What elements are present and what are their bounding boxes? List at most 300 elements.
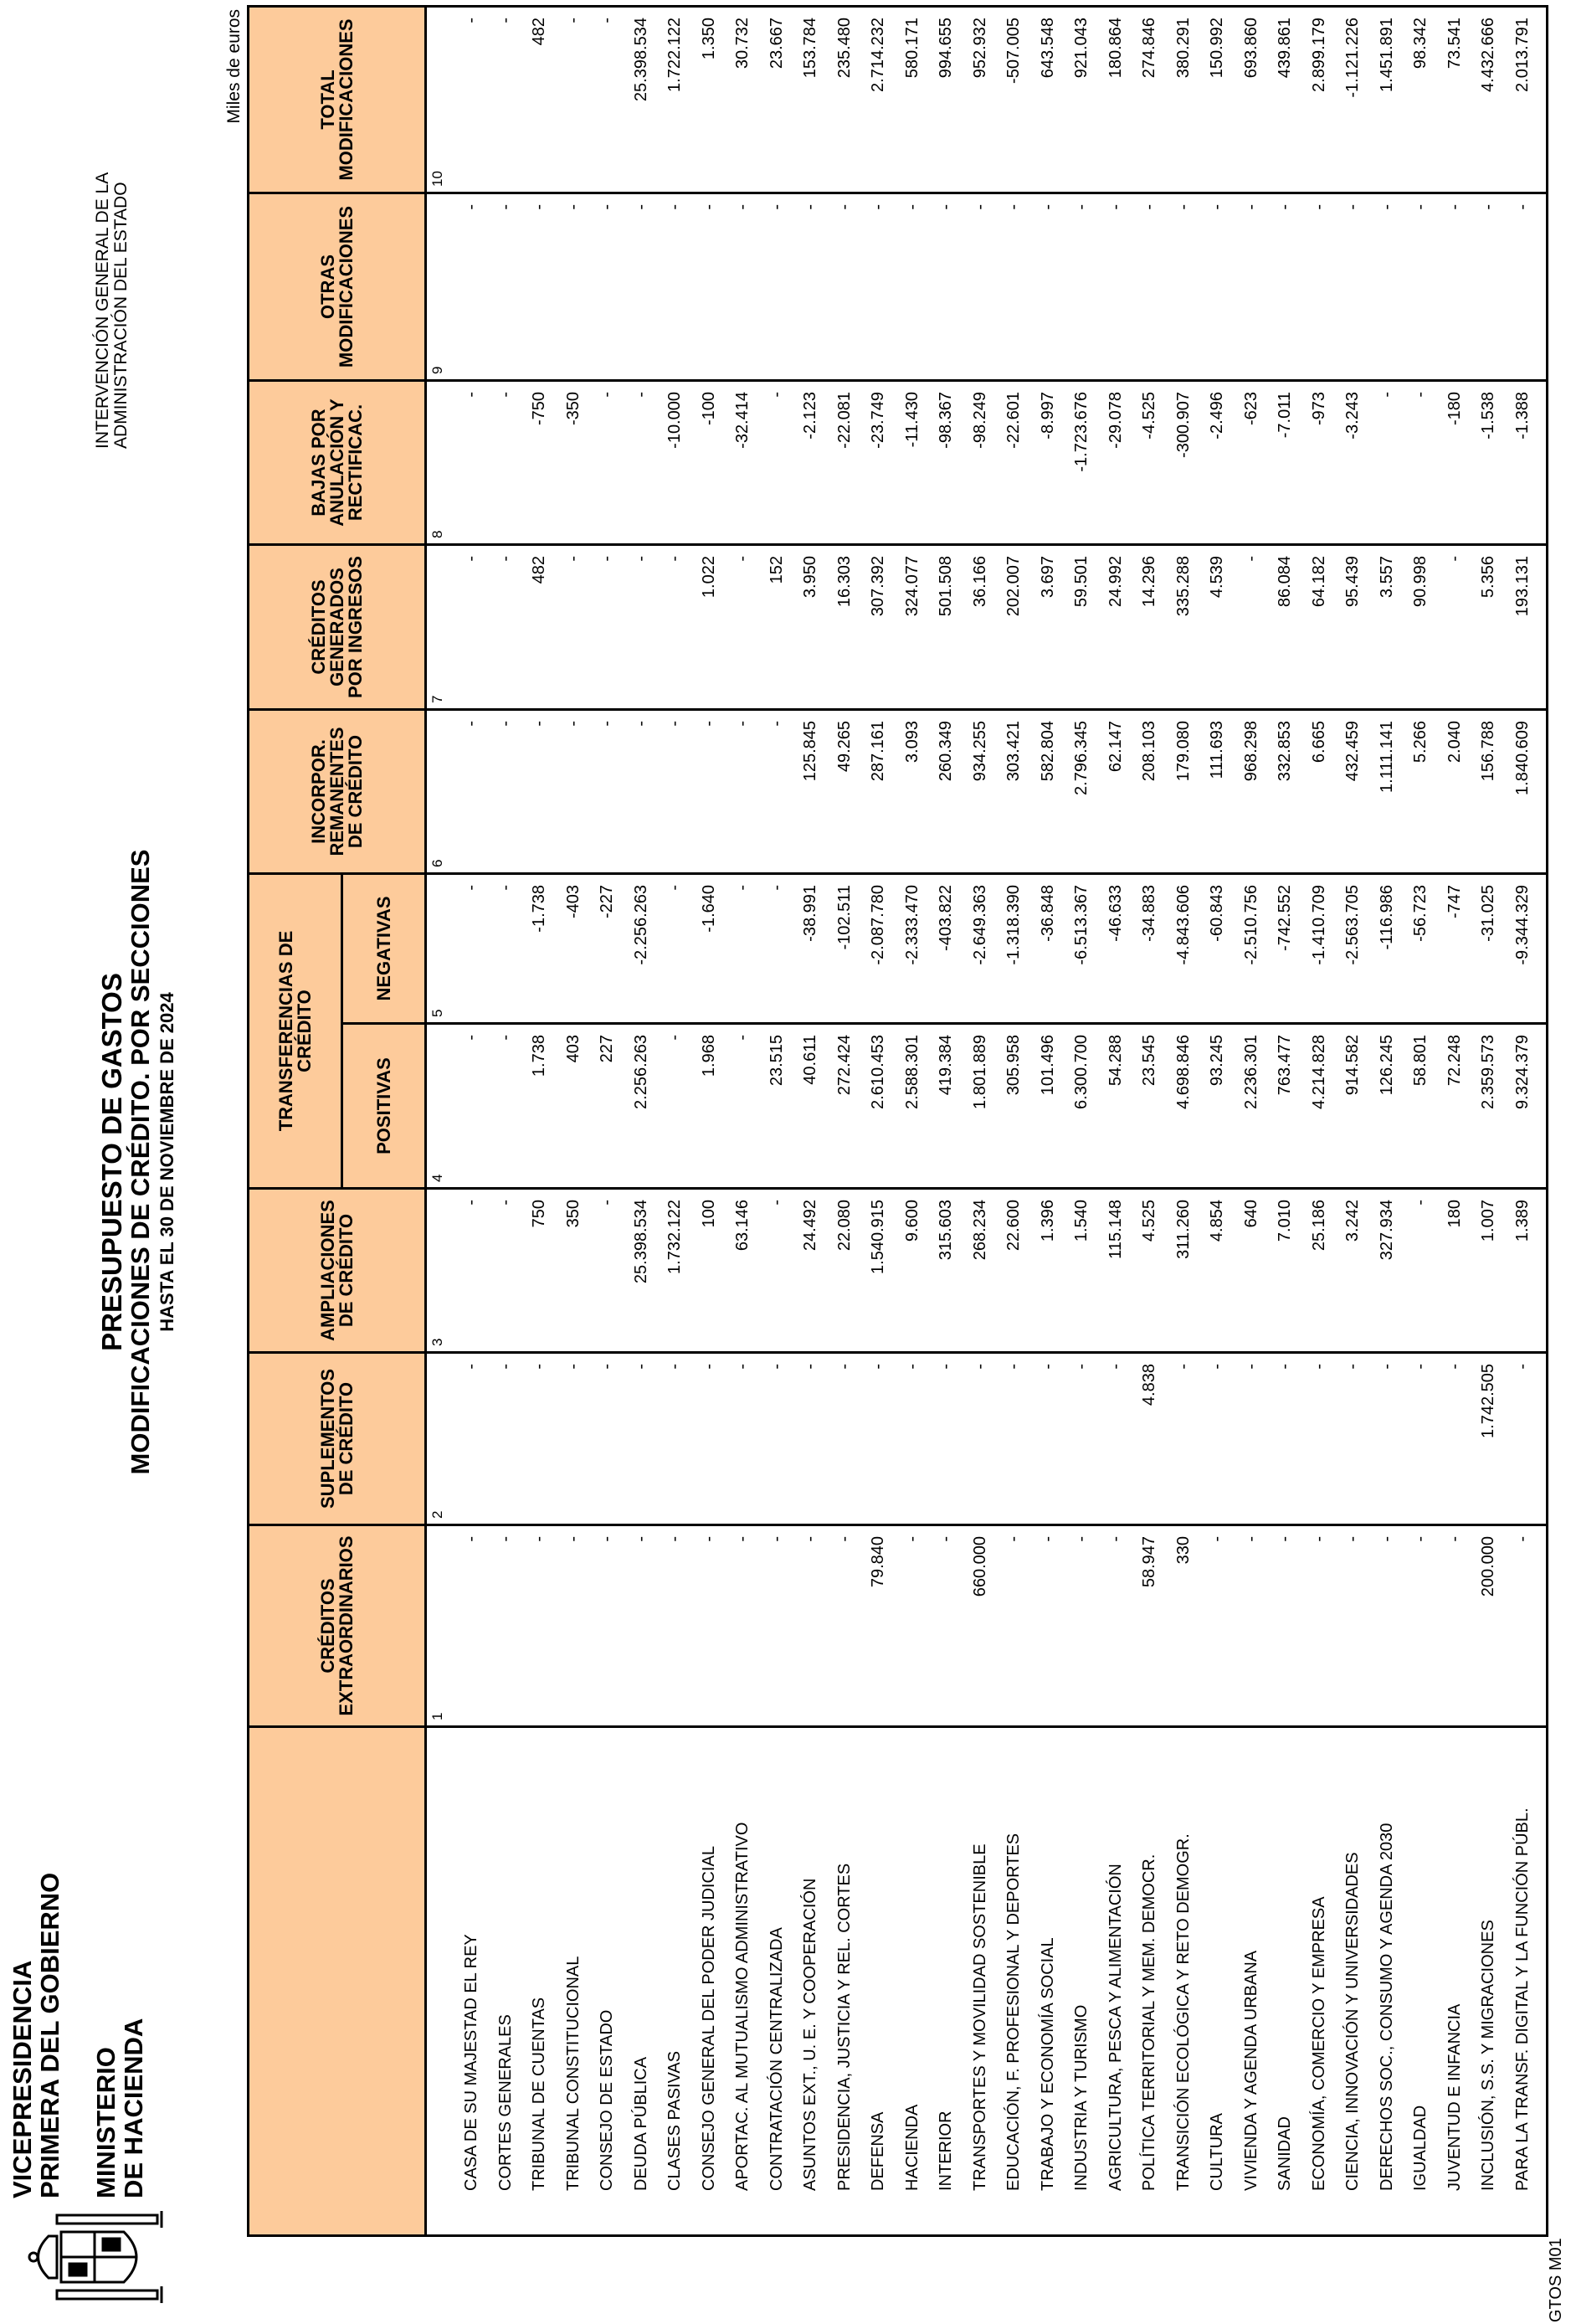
cell-value: - — [1370, 1353, 1404, 1525]
header-section — [249, 1727, 426, 2236]
cell-value: 994.655 — [929, 7, 963, 193]
cell-value: - — [929, 1353, 963, 1525]
cell-value: 115.148 — [1099, 1189, 1133, 1353]
cell-value: 330 — [1167, 1525, 1201, 1727]
section-label: CONTRATACIÓN CENTRALIZADA — [760, 1727, 794, 2236]
table-row — [454, 7, 489, 2236]
cell-value: 350 — [557, 1189, 591, 1353]
cell-value: - — [1370, 1525, 1404, 1727]
cell-value: - — [489, 710, 523, 874]
section-label: HACIENDA — [896, 1727, 930, 2236]
column-number: 2 — [426, 1353, 455, 1525]
section-label: CONSEJO GENERAL DEL PODER JUDICIAL — [692, 1727, 726, 2236]
cell-value: - — [454, 1189, 489, 1353]
cell-value: -11.430 — [896, 381, 930, 545]
section-label: PARA LA TRANSF. DIGITAL Y LA FUNCIÓN PÚBL. — [1506, 1727, 1540, 2236]
cell-value: 763.477 — [1268, 1024, 1302, 1189]
table-row — [1167, 7, 1201, 2236]
cell-value: -300.907 — [1167, 381, 1201, 545]
section-label: ECONOMÍA, COMERCIO Y EMPRESA — [1302, 1727, 1337, 2236]
agency-line-1: INTERVENCIÓN GENERAL DE LA — [93, 172, 112, 449]
cell-value: 22.080 — [828, 1189, 862, 1353]
cell-value: - — [1200, 1525, 1235, 1727]
cell-value: - — [760, 1525, 794, 1727]
org-line-2: PRIMERA DEL GOBIERNO — [35, 1872, 64, 2198]
section-label: INTERIOR — [929, 1727, 963, 2236]
cell-value: - — [726, 1353, 760, 1525]
cell-value: 1.742.505 — [1471, 1353, 1506, 1525]
cell-value: 23.545 — [1132, 1024, 1167, 1189]
cell-value: 260.349 — [929, 710, 963, 874]
cell-value: -9.344.329 — [1506, 874, 1540, 1024]
cell-value: - — [454, 1024, 489, 1189]
cell-value: - — [726, 545, 760, 710]
column-number: 1 — [426, 1525, 455, 1727]
agency-line-2: ADMINISTRACIÓN DEL ESTADO — [111, 182, 131, 449]
header-incorporaciones: INCORPOR. REMANENTES DE CRÉDITO — [249, 710, 426, 874]
cell-value: - — [896, 1353, 930, 1525]
cell-value: - — [1302, 1525, 1337, 1727]
cell-value: 6.300.700 — [1065, 1024, 1099, 1189]
cell-value: - — [1404, 1189, 1438, 1353]
cell-value: 1.840.609 — [1506, 710, 1540, 874]
cell-value: -22.601 — [997, 381, 1031, 545]
table-row — [1302, 7, 1337, 2236]
cell-value: - — [454, 193, 489, 381]
cell-value: - — [1438, 1353, 1472, 1525]
cell-value: 25.398.534 — [624, 7, 659, 193]
cell-value: 200.000 — [1471, 1525, 1506, 1727]
cell-value: - — [1404, 193, 1438, 381]
cell-value: -2.510.756 — [1235, 874, 1269, 1024]
cell-value: 4.432.666 — [1471, 7, 1506, 193]
cell-value: -34.883 — [1132, 874, 1167, 1024]
cell-value: - — [489, 1024, 523, 1189]
cell-value: -973 — [1302, 381, 1337, 545]
cell-value: - — [963, 193, 998, 381]
cell-value: 156.788 — [1471, 710, 1506, 874]
cell-value: -403.822 — [929, 874, 963, 1024]
cell-value: 4.539 — [1200, 545, 1235, 710]
cell-value: 1.389 — [1506, 1189, 1540, 1353]
cell-value: - — [557, 545, 591, 710]
cell-value: 227 — [590, 1024, 624, 1189]
section-label: CASA DE SU MAJESTAD EL REY — [454, 1727, 489, 2236]
cell-value: -750 — [522, 381, 557, 545]
section-label: INCLUSIÓN, S.S. Y MIGRACIONES — [1471, 1727, 1506, 2236]
section-label: INDUSTRIA Y TURISMO — [1065, 1727, 1099, 2236]
cell-value: 95.439 — [1336, 545, 1370, 710]
table-row — [963, 7, 998, 2236]
cell-value: - — [590, 193, 624, 381]
cell-value: 2.359.573 — [1471, 1024, 1506, 1189]
cell-value: - — [1200, 1353, 1235, 1525]
cell-value: 2.256.263 — [624, 1024, 659, 1189]
page-subtitle: MODIFICACIONES DE CRÉDITO. POR SECCIONES — [126, 849, 155, 1475]
cell-value: 193.131 — [1506, 545, 1540, 710]
cell-value: - — [624, 193, 659, 381]
table-row — [590, 7, 624, 2236]
cell-value: - — [1132, 193, 1167, 381]
cell-value: -23.749 — [861, 381, 896, 545]
cell-value: - — [590, 710, 624, 874]
cell-value: -2.123 — [793, 381, 828, 545]
cell-value: 1.732.122 — [658, 1189, 692, 1353]
cell-value: - — [522, 193, 557, 381]
table-bottom-padding — [1539, 7, 1548, 2236]
cell-value: - — [1235, 1525, 1269, 1727]
cell-value: - — [557, 710, 591, 874]
section-label: TRABAJO Y ECONOMÍA SOCIAL — [1031, 1727, 1065, 2236]
cell-value: 62.147 — [1099, 710, 1133, 874]
section-label: CLASES PASIVAS — [658, 1727, 692, 2236]
section-label: PRESIDENCIA, JUSTICIA Y REL. CORTES — [828, 1727, 862, 2236]
cell-value: 5.266 — [1404, 710, 1438, 874]
section-label: CULTURA — [1200, 1727, 1235, 2236]
cell-value: 1.968 — [692, 1024, 726, 1189]
cell-value: -403 — [557, 874, 591, 1024]
cell-value: - — [658, 874, 692, 1024]
section-label: DEUDA PÚBLICA — [624, 1727, 659, 2236]
cell-value: - — [454, 545, 489, 710]
header-positivas: POSITIVAS — [342, 1024, 426, 1189]
section-label: POLÍTICA TERRITORIAL Y MEM. DEMOCR. — [1132, 1727, 1167, 2236]
cell-value: -1.538 — [1471, 381, 1506, 545]
cell-value: - — [997, 193, 1031, 381]
cell-value: - — [557, 7, 591, 193]
cell-value: - — [793, 193, 828, 381]
cell-value: 311.260 — [1167, 1189, 1201, 1353]
cell-value: - — [760, 710, 794, 874]
cell-value: - — [760, 874, 794, 1024]
cell-value: -2.087.780 — [861, 874, 896, 1024]
cell-value: - — [760, 1353, 794, 1525]
cell-value: - — [726, 193, 760, 381]
cell-value: - — [454, 381, 489, 545]
padding-cell — [1539, 1525, 1548, 1727]
cell-value: 98.342 — [1404, 7, 1438, 193]
cell-value: 208.103 — [1132, 710, 1167, 874]
header-otras: OTRAS MODIFICACIONES — [249, 193, 426, 381]
section-label: JUVENTUD E INFANCIA — [1438, 1727, 1472, 2236]
cell-value: - — [1099, 1353, 1133, 1525]
cell-value: -2.563.705 — [1336, 874, 1370, 1024]
cell-value: - — [726, 874, 760, 1024]
cell-value: 24.992 — [1099, 545, 1133, 710]
cell-value: - — [1302, 193, 1337, 381]
section-label: DEFENSA — [861, 1727, 896, 2236]
cell-value: 4.854 — [1200, 1189, 1235, 1353]
table-row — [896, 7, 930, 2236]
cell-value: - — [489, 193, 523, 381]
padding-cell — [1539, 710, 1548, 874]
cell-value: 126.245 — [1370, 1024, 1404, 1189]
cell-value: 501.508 — [929, 545, 963, 710]
table-row — [489, 7, 523, 2236]
cell-value: - — [489, 874, 523, 1024]
cell-value: - — [760, 381, 794, 545]
cell-value: - — [624, 1525, 659, 1727]
section-label: APORTAC. AL MUTUALISMO ADMINISTRATIVO — [726, 1727, 760, 2236]
cell-value: - — [1031, 193, 1065, 381]
cell-value: 1.738 — [522, 1024, 557, 1189]
cell-value: -1.410.709 — [1302, 874, 1337, 1024]
cell-value: 235.480 — [828, 7, 862, 193]
cell-value: 180.864 — [1099, 7, 1133, 193]
cell-value: - — [1370, 193, 1404, 381]
cell-value: 1.540 — [1065, 1189, 1099, 1353]
cell-value: - — [590, 7, 624, 193]
header-negativas: NEGATIVAS — [342, 874, 426, 1024]
cell-value: - — [896, 1525, 930, 1727]
cell-value: - — [1336, 1353, 1370, 1525]
cell-value: - — [1404, 381, 1438, 545]
cell-value: - — [1404, 1353, 1438, 1525]
cell-value: - — [1438, 1525, 1472, 1727]
padding-cell — [1539, 1189, 1548, 1353]
cell-value: -1.738 — [522, 874, 557, 1024]
cell-value: 2.236.301 — [1235, 1024, 1269, 1189]
section-label: SANIDAD — [1268, 1727, 1302, 2236]
organization-name — [8, 1873, 64, 2198]
cell-value: 380.291 — [1167, 7, 1201, 193]
section-label: ASUNTOS EXT., U. E. Y COOPERACIÓN — [793, 1727, 828, 2236]
cell-value: - — [1065, 1353, 1099, 1525]
cell-value: 5.356 — [1471, 545, 1506, 710]
cell-value: - — [1065, 1525, 1099, 1727]
cell-value: 952.932 — [963, 7, 998, 193]
cell-value: -2.496 — [1200, 381, 1235, 545]
section-label: AGRICULTURA, PESCA Y ALIMENTACIÓN — [1099, 1727, 1133, 2236]
cell-value: 1.111.141 — [1370, 710, 1404, 874]
section-label: CONSEJO DE ESTADO — [590, 1727, 624, 2236]
cell-value: 3.242 — [1336, 1189, 1370, 1353]
cell-value: 580.171 — [896, 7, 930, 193]
cell-value: 2.588.301 — [896, 1024, 930, 1189]
cell-value: 1.722.122 — [658, 7, 692, 193]
table-row — [1200, 7, 1235, 2236]
padding-cell — [1539, 874, 1548, 1024]
page-title: PRESUPUESTO DE GASTOS — [96, 973, 127, 1351]
header-ampliaciones: AMPLIACIONES DE CRÉDITO — [249, 1189, 426, 1353]
cell-value: 30.732 — [726, 7, 760, 193]
cell-value: - — [1268, 1525, 1302, 1727]
cell-value: 25.186 — [1302, 1189, 1337, 1353]
cell-value: - — [1065, 193, 1099, 381]
cell-value: -350 — [557, 381, 591, 545]
cell-value: - — [861, 193, 896, 381]
cell-value: 4.838 — [1132, 1353, 1167, 1525]
cell-value: - — [624, 710, 659, 874]
cell-value: -56.723 — [1404, 874, 1438, 1024]
cell-value: - — [658, 710, 692, 874]
column-number: 5 — [426, 874, 455, 1024]
cell-value: 482 — [522, 545, 557, 710]
cell-value: -742.552 — [1268, 874, 1302, 1024]
cell-value: - — [489, 1525, 523, 1727]
cell-value: 1.396 — [1031, 1189, 1065, 1353]
cell-value: - — [793, 1525, 828, 1727]
cell-value: 202.007 — [997, 545, 1031, 710]
cell-value: 1.540.915 — [861, 1189, 896, 1353]
cell-value: - — [861, 1353, 896, 1525]
cell-value: 4.698.846 — [1167, 1024, 1201, 1189]
cell-value: 4.525 — [1132, 1189, 1167, 1353]
padding-cell — [1539, 1024, 1548, 1189]
cell-value: - — [557, 1353, 591, 1525]
cell-value: - — [590, 1525, 624, 1727]
cell-value: - — [1099, 1525, 1133, 1727]
section-label: VIVIENDA Y AGENDA URBANA — [1235, 1727, 1269, 2236]
padding-cell — [1539, 545, 1548, 710]
cell-value: - — [1336, 193, 1370, 381]
cell-value: -98.249 — [963, 381, 998, 545]
modifications-table — [247, 5, 1548, 2237]
section-label: TRANSICIÓN ECOLÓGICA Y RETO DEMOGR. — [1167, 1727, 1201, 2236]
table-row — [1065, 7, 1099, 2236]
section-label: CIENCIA, INNOVACIÓN Y UNIVERSIDADES — [1336, 1727, 1370, 2236]
table-row — [1404, 7, 1438, 2236]
cell-value: - — [692, 710, 726, 874]
cell-value: -507.005 — [997, 7, 1031, 193]
cell-value: 49.265 — [828, 710, 862, 874]
section-label: TRIBUNAL DE CUENTAS — [522, 1727, 557, 2236]
cell-value: -10.000 — [658, 381, 692, 545]
cell-value: - — [489, 1189, 523, 1353]
cell-value: - — [1438, 193, 1472, 381]
section-label: DERECHOS SOC., CONSUMO Y AGENDA 2030 — [1370, 1727, 1404, 2236]
cell-value: - — [454, 7, 489, 193]
units-label: Miles de euros — [224, 9, 244, 124]
cell-value: -2.649.363 — [963, 874, 998, 1024]
cell-value: - — [1167, 193, 1201, 381]
column-number: 4 — [426, 1024, 455, 1189]
cell-value: -3.243 — [1336, 381, 1370, 545]
cell-value: 111.693 — [1200, 710, 1235, 874]
cell-value: - — [997, 1353, 1031, 1525]
cell-value: - — [454, 1353, 489, 1525]
cell-value: - — [1506, 1525, 1540, 1727]
cell-value: 335.288 — [1167, 545, 1201, 710]
table-row — [726, 7, 760, 2236]
table-row — [557, 7, 591, 2236]
cell-value: - — [1336, 1525, 1370, 1727]
cell-value: - — [1235, 545, 1269, 710]
column-number: 9 — [426, 193, 455, 381]
cell-value: -102.511 — [828, 874, 862, 1024]
cell-value: - — [997, 1525, 1031, 1727]
cell-value: - — [828, 1525, 862, 1727]
table-row — [658, 7, 692, 2236]
page-date: HASTA EL 30 DE NOVIEMBRE DE 2024 — [157, 992, 177, 1332]
cell-value: 315.603 — [929, 1189, 963, 1353]
table-row — [1336, 7, 1370, 2236]
cell-value: 1.350 — [692, 7, 726, 193]
header-creditos-generados: CRÉDITOS GENERADOS POR INGRESOS — [249, 545, 426, 710]
cell-value: -98.367 — [929, 381, 963, 545]
cell-value: 150.992 — [1200, 7, 1235, 193]
table-row — [793, 7, 828, 2236]
cell-value: -1.121.226 — [1336, 7, 1370, 193]
cell-value: - — [1099, 193, 1133, 381]
cell-value: 1.007 — [1471, 1189, 1506, 1353]
cell-value: - — [692, 193, 726, 381]
cell-value: - — [1404, 1525, 1438, 1727]
cell-value: - — [1268, 1353, 1302, 1525]
cell-value: 153.784 — [793, 7, 828, 193]
cell-value: - — [1370, 381, 1404, 545]
cell-value: -1.318.390 — [997, 874, 1031, 1024]
header-creditos-extraordinarios: CRÉDITOS EXTRAORDINARIOS — [249, 1525, 426, 1727]
cell-value: - — [963, 1353, 998, 1525]
cell-value: -4.525 — [1132, 381, 1167, 545]
cell-value: -2.256.263 — [624, 874, 659, 1024]
cell-value: - — [658, 193, 692, 381]
table-row — [624, 7, 659, 2236]
cell-value: 303.421 — [997, 710, 1031, 874]
cell-value: - — [929, 193, 963, 381]
cell-value: - — [726, 1024, 760, 1189]
section-label: TRANSPORTES Y MOVILIDAD SOSTENIBLE — [963, 1727, 998, 2236]
cell-value: 6.665 — [1302, 710, 1337, 874]
cell-value: - — [590, 545, 624, 710]
cell-value: - — [658, 1024, 692, 1189]
cell-value: 125.845 — [793, 710, 828, 874]
cell-value: 287.161 — [861, 710, 896, 874]
cell-value: 2.899.179 — [1302, 7, 1337, 193]
cell-value: - — [1167, 1353, 1201, 1525]
table-row — [997, 7, 1031, 2236]
cell-value: - — [726, 1525, 760, 1727]
padding-cell — [1539, 193, 1548, 381]
cell-value: - — [1031, 1525, 1065, 1727]
cell-value: - — [793, 1353, 828, 1525]
cell-value: - — [760, 193, 794, 381]
cell-value: - — [489, 545, 523, 710]
cell-value: -227 — [590, 874, 624, 1024]
cell-value: 582.804 — [1031, 710, 1065, 874]
cell-value: 2.714.232 — [861, 7, 896, 193]
cell-value: - — [557, 1525, 591, 1727]
section-label: EDUCACIÓN, F. PROFESIONAL Y DEPORTES — [997, 1727, 1031, 2236]
cell-value: 22.600 — [997, 1189, 1031, 1353]
cell-value: 3.093 — [896, 710, 930, 874]
cell-value: - — [489, 381, 523, 545]
table-row — [1506, 7, 1540, 2236]
cell-value: -38.991 — [793, 874, 828, 1024]
cell-value: 268.234 — [963, 1189, 998, 1353]
cell-value: 58.801 — [1404, 1024, 1438, 1189]
cell-value: 90.998 — [1404, 545, 1438, 710]
cell-value: - — [454, 710, 489, 874]
cell-value: -1.640 — [692, 874, 726, 1024]
cell-value: - — [1268, 193, 1302, 381]
cell-value: 152 — [760, 545, 794, 710]
cell-value: - — [1031, 1353, 1065, 1525]
cell-value: - — [557, 193, 591, 381]
cell-value: 36.166 — [963, 545, 998, 710]
cell-value: 332.853 — [1268, 710, 1302, 874]
cell-value: -36.848 — [1031, 874, 1065, 1024]
cell-value: - — [1471, 193, 1506, 381]
cell-value: -46.633 — [1099, 874, 1133, 1024]
cell-value: 2.796.345 — [1065, 710, 1099, 874]
cell-value: -6.513.367 — [1065, 874, 1099, 1024]
section-label: TRIBUNAL CONSTITUCIONAL — [557, 1727, 591, 2236]
cell-value: 274.846 — [1132, 7, 1167, 193]
cell-value: 324.077 — [896, 545, 930, 710]
cell-value: 272.424 — [828, 1024, 862, 1189]
